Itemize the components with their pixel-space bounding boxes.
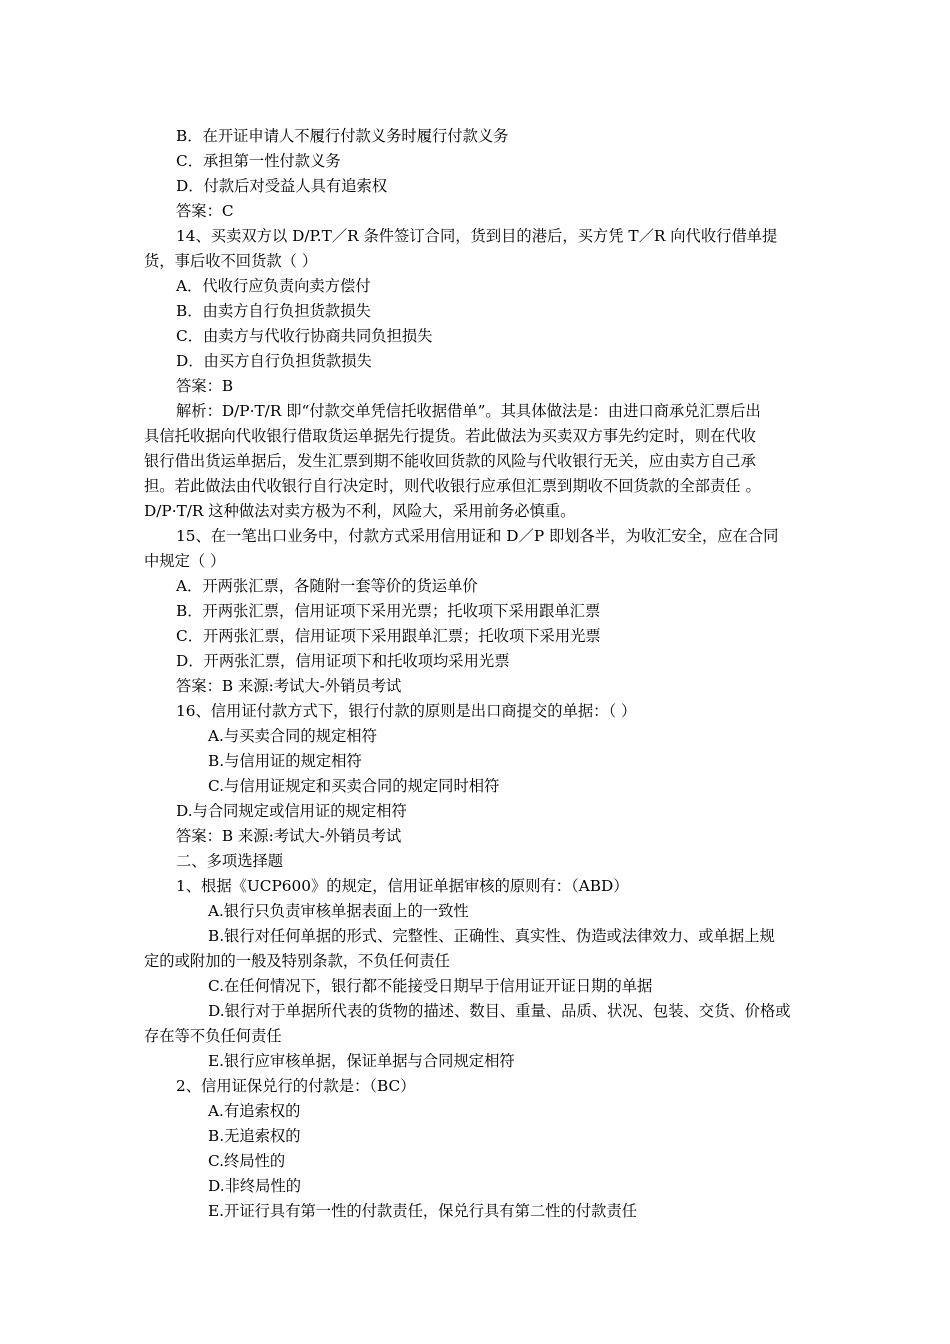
text-line: 答案：B 来源:考试大-外销员考试 — [176, 677, 402, 695]
text-line: 16、信用证付款方式下，银行付款的原则是出口商提交的单据：（ ） — [176, 702, 637, 720]
text-line: D/P·T/R 这种做法对卖方极为不利，风险大，采用前务必慎重。 — [144, 502, 576, 520]
text-line: D.银行对于单据所代表的货物的描述、数目、重量、品质、状况、包装、交货、价格或 — [208, 1002, 791, 1020]
text-line: A．开两张汇票，各随附一套等价的货运单价 — [176, 577, 478, 595]
text-line: B.与信用证的规定相符 — [208, 752, 362, 770]
text-line: D．开两张汇票，信用证项下和托收项均采用光票 — [176, 652, 510, 670]
text-line: B.无追索权的 — [208, 1127, 301, 1145]
text-line: E.开证行具有第一性的付款责任，保兑行具有第二性的付款责任 — [208, 1202, 638, 1220]
text-line: C．开两张汇票，信用证项下采用跟单汇票；托收项下采用光票 — [176, 627, 601, 645]
text-line: D．付款后对受益人具有追索权 — [176, 177, 388, 195]
text-line: D.非终局性的 — [208, 1177, 302, 1195]
text-line: 答案：B 来源:考试大-外销员考试 — [176, 827, 402, 845]
text-line: C.与信用证规定和买卖合同的规定同时相符 — [208, 777, 500, 795]
text-line: D.与合同规定或信用证的规定相符 — [176, 802, 407, 820]
text-line: A.与买卖合同的规定相符 — [208, 727, 377, 745]
text-line: B．开两张汇票，信用证项下采用光票；托收项下采用跟单汇票 — [176, 602, 601, 620]
text-line: 15、在一笔出口业务中，付款方式采用信用证和 D／P 即划各半，为收汇安全，应在合同 — [176, 527, 779, 545]
text-line: 2、信用证保兑行的付款是：（BC） — [176, 1077, 416, 1095]
text-line: D．由买方自行负担货款损失 — [176, 352, 372, 370]
text-line: 中规定（ ） — [144, 552, 226, 570]
text-line: A.有追索权的 — [208, 1102, 301, 1120]
text-line: C.终局性的 — [208, 1152, 286, 1170]
text-line: 定的或附加的一般及特别条款，不负任何责任 — [144, 952, 450, 970]
text-line: 1、根据《UCP600》的规定，信用证单据审核的原则有：（ABD） — [176, 877, 629, 895]
text-line: B．在开证申请人不履行付款义务时履行付款义务 — [176, 127, 509, 145]
text-line: A.银行只负责审核单据表面上的一致性 — [208, 902, 469, 920]
text-line: E.银行应审核单据，保证单据与合同规定相符 — [208, 1052, 515, 1070]
text-line: 存在等不负任何责任 — [144, 1027, 282, 1045]
text-line: 具信托收据向代收银行借取货运单据先行提货。若此做法为买卖双方事先约定时，则在代收 — [144, 427, 756, 445]
text-line: B.银行对任何单据的形式、完整性、正确性、真实性、伪造或法律效力、或单据上规 — [208, 927, 775, 945]
text-line: 二、多项选择题 — [176, 852, 284, 870]
text-line: 货，事后收不回货款（ ） — [144, 252, 318, 270]
text-line: 14、买卖双方以 D/P.T／R 条件签订合同，货到目的港后，买方凭 T／R 向代收行借单提 — [176, 227, 778, 245]
text-line: A．代收行应负责向卖方偿付 — [176, 277, 371, 295]
text-line: 担。若此做法由代收银行自行决定时，则代收银行应承但汇票到期收不回货款的全部责任 。 — [144, 477, 761, 495]
text-line: 解析：D/P·T/R 即“付款交单凭信托收据借单”。其具体做法是：由进口商承兑汇票后出 — [176, 402, 761, 420]
text-line: 答案：C — [176, 202, 234, 220]
text-line: 银行借出货运单据后，发生汇票到期不能收回货款的风险与代收银行无关，应由卖方自己承 — [144, 452, 756, 470]
text-line: 答案：B — [176, 377, 234, 395]
text-line: C．由卖方与代收行协商共同负担损失 — [176, 327, 433, 345]
text-line: B．由卖方自行负担货款损失 — [176, 302, 371, 320]
document-body — [144, 124, 810, 1224]
text-line: C．承担第一性付款义务 — [176, 152, 341, 170]
text-line: C.在任何情况下，银行都不能接受日期早于信用证开证日期的单据 — [208, 977, 653, 995]
